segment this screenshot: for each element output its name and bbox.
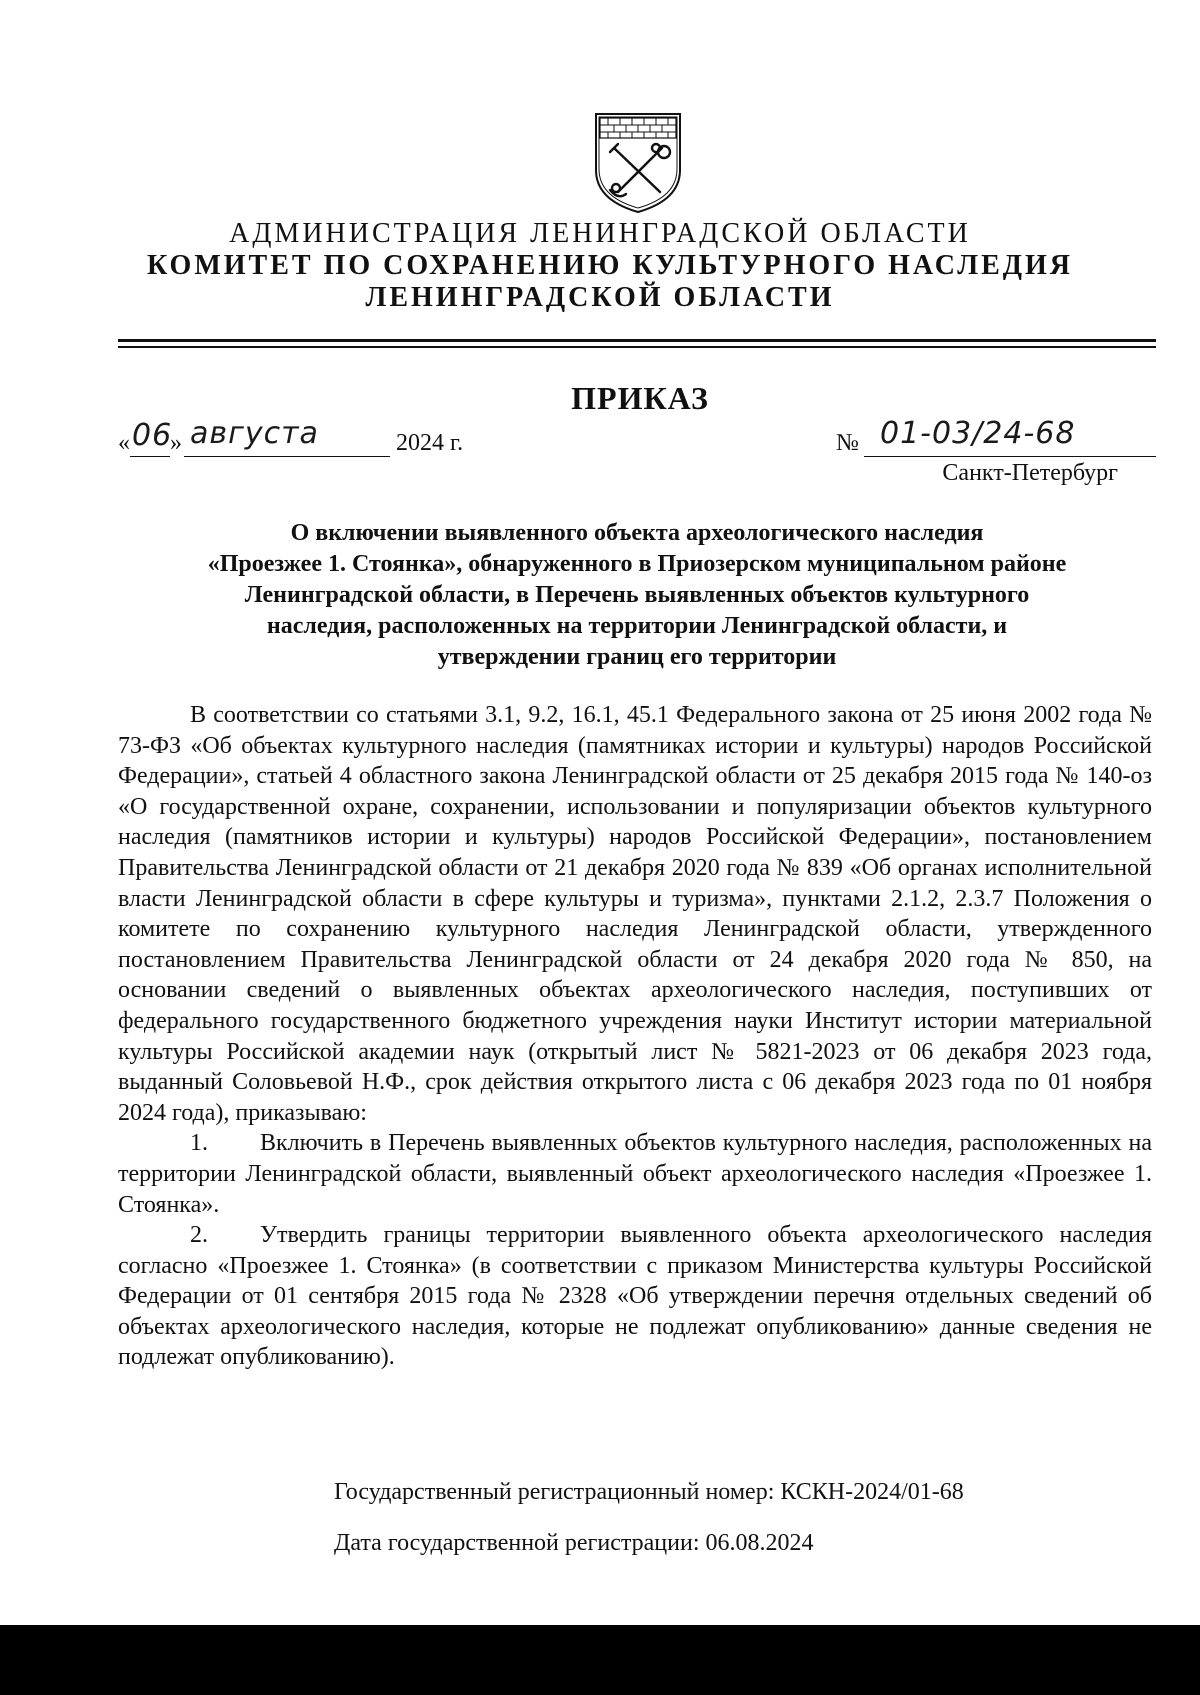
title-line: Ленинградской области, в Перечень выявленных объектов культурного: [244, 582, 1030, 608]
committee-heading: КОМИТЕТ ПО СОХРАНЕНИЮ КУЛЬТУРНОГО НАСЛЕДИЯ: [146, 250, 1074, 281]
order-number: [836, 416, 1156, 466]
title-line: наследия, расположенных на территории Ленинградской области, и: [266, 613, 1008, 639]
order-date: [118, 416, 498, 466]
header-divider-thin: [118, 346, 1156, 348]
preamble-paragraph: В соответствии со статьями 3.1, 9.2, 16.1, 45.1 Федерального закона от 25 июня 2002 года № 73-ФЗ «Об объектах культурного наследия (памятниках истории и культуры) народов Российской Федерации», статьей 4 областного закона Ленинградской области от 25 декабря 2015 года № 140-оз «О государственной охране, сохранении, использовании и популяризации объектов культурного наследия (памятников истории и культуры) народов Российской Федерации», постановлением Правительства Ленинградской области от 21 декабря 2020 года № 839 «Об органах исполнительной власти Ленинградской области в сфере культуры и туризма», пунктами 2.1.2, 2.3.7 Положения о комитете по сохранению культурного наследия Ленинградской области, утвержденного постановлением Правительства Ленинградской области от 24 декабря 2020 года № 850, на основании сведений о выявленных объектах археологического наследия, поступивших от федерального государственного бюджетного учреждения науки Институт истории материальной культуры Российской академии наук (открытый лист № 5821-2023 от 06 декабря 2023 года, выданный Соловьевой Н.Ф., срок действия открытого листа с 06 декабря 2023 года по 01 ноября 2024 года), приказываю:: [118, 702, 1152, 1126]
order-item: [118, 1220, 1152, 1373]
day-underline: [130, 456, 170, 457]
registration-date: Дата государственной регистрации: 06.08.2024: [334, 1530, 814, 1556]
region-heading: ЛЕНИНГРАДСКОЙ ОБЛАСТИ: [365, 282, 835, 313]
item-text: Включить в Перечень выявленных объектов культурного наследия, расположенных на территории Ленинградской области, выявленный объект археологического наследия «Проезжее 1. Стоянка».: [118, 1130, 1152, 1218]
header-divider-thick: [118, 339, 1156, 342]
order-title: [118, 518, 1156, 673]
date-day-handwritten: 06: [132, 418, 173, 453]
registration-number: Государственный регистрационный номер: КСКН-2024/01-68: [334, 1479, 964, 1505]
order-number-handwritten: 01-03/24-68: [880, 416, 1076, 451]
title-line: утверждении границ его территории: [437, 644, 837, 670]
item-number: 2.: [190, 1222, 208, 1249]
title-line: О включении выявленного объекта археологического наследия: [290, 520, 984, 546]
city-name: Санкт-Петербург: [942, 460, 1118, 486]
number-underline: [864, 456, 1156, 457]
item-text: Утвердить границы территории выявленного объекта археологического наследия согласно «Проезжее 1. Стоянка» (в соответствии с приказом Министерства культуры Российской Федерации от 01 сентября 2015 года № 2328 «Об утверждении перечня отдельных сведений об объектах археологического наследия, которые не подлежат опубликованию» данные сведения не подлежат опубликованию).: [118, 1222, 1152, 1371]
date-open-quote: «: [118, 430, 130, 456]
order-body: [118, 700, 1152, 1373]
date-close-quote: »: [170, 430, 182, 456]
scan-bottom-edge: [0, 1625, 1200, 1695]
number-sign: №: [836, 430, 859, 456]
date-month-handwritten: августа: [190, 416, 319, 451]
title-line: «Проезжее 1. Стоянка», обнаруженного в Приозерском муниципальном районе: [207, 551, 1067, 577]
document-type-title: ПРИКАЗ: [571, 380, 709, 416]
item-number: 1.: [190, 1130, 208, 1157]
order-item: [118, 1128, 1152, 1220]
month-underline: [184, 456, 390, 457]
administration-heading: АДМИНИСТРАЦИЯ ЛЕНИНГРАДСКОЙ ОБЛАСТИ: [229, 218, 971, 249]
date-year: 2024 г.: [396, 430, 464, 456]
coat-of-arms-emblem: [590, 108, 686, 214]
